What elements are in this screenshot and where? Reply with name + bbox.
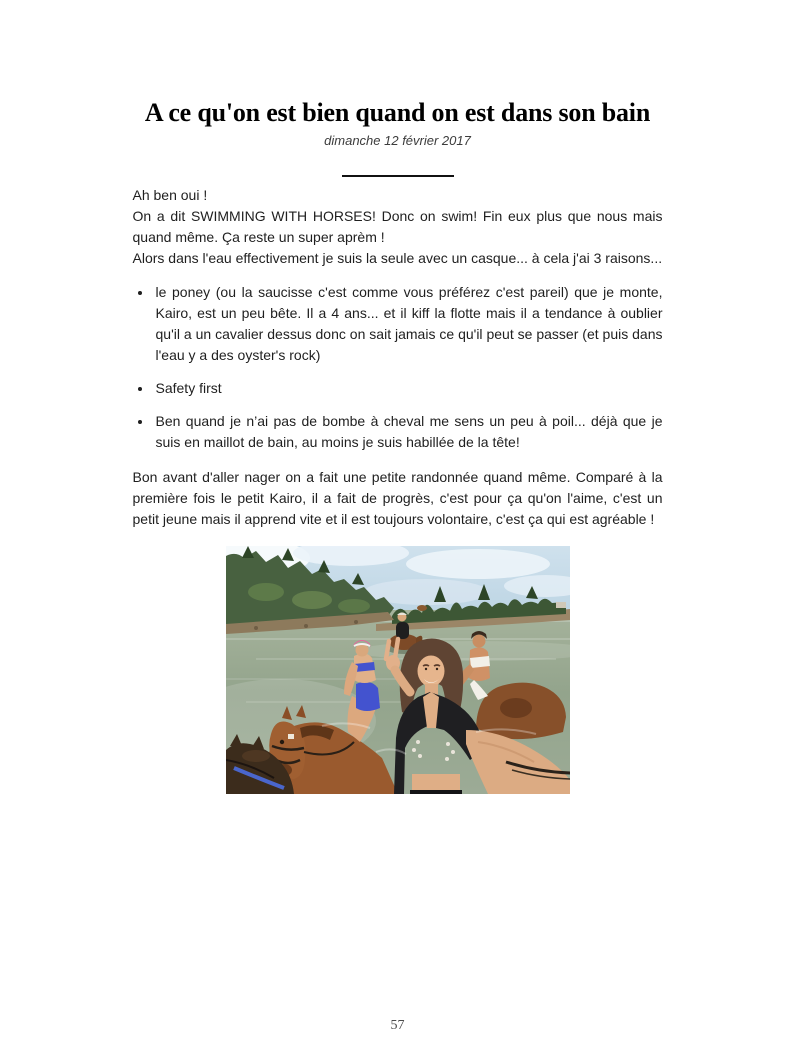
- list-item: • le poney (ou la saucisse c'est comme vous préférez c'est pareil) que je monte, Kairo, est un peu bête. Il a 4 ans... et il kiff la flotte mais il a tendance à oublier qu'il a un cavalier dessus donc on sait jamais ce qu'il peut se passer (et puis dans l'eau y a des oyster's rock): [153, 282, 663, 366]
- photo-image: [226, 546, 570, 794]
- page-number: 57: [390, 1018, 405, 1033]
- list-item: • Ben quand je n’ai pas de bombe à cheval me sens un peu à poil... déjà que je suis en maillot de bain, au moins je suis habillée de la tête!: [153, 411, 663, 453]
- post-date: dimanche 12 février 2017: [324, 132, 471, 148]
- post-body: [133, 185, 663, 794]
- intro-line: Ah ben oui !: [132, 186, 208, 203]
- closing-paragraph: Bon avant d'aller nager on a fait une petite randonnée quand même. Comparé à la première fois le petit Kairo, il a fait de progrès, c'est pour ça qu'on l'aime, c'est un petit jeune mais il apprend vite et il est toujours volontaire, c'est ça qui est agréable !: [132, 468, 663, 527]
- photo-swimming-with-horses: [226, 546, 570, 794]
- separator-line: [342, 175, 454, 177]
- page-footer: [0, 1018, 795, 1034]
- list-item: • Safety first: [153, 378, 663, 399]
- reasons-list: [133, 282, 663, 453]
- post-title: A ce qu'on est bien quand on est dans son bain: [144, 98, 651, 127]
- intro-paragraph: [133, 185, 663, 269]
- intro-line: Alors dans l'eau effectivement je suis la seule avec un casque... à cela j'ai 3 raisons...: [132, 249, 663, 266]
- intro-line: On a dit SWIMMING WITH HORSES! Donc on swim! Fin eux plus que nous mais quand même. Ça reste un super aprèm !: [132, 207, 663, 245]
